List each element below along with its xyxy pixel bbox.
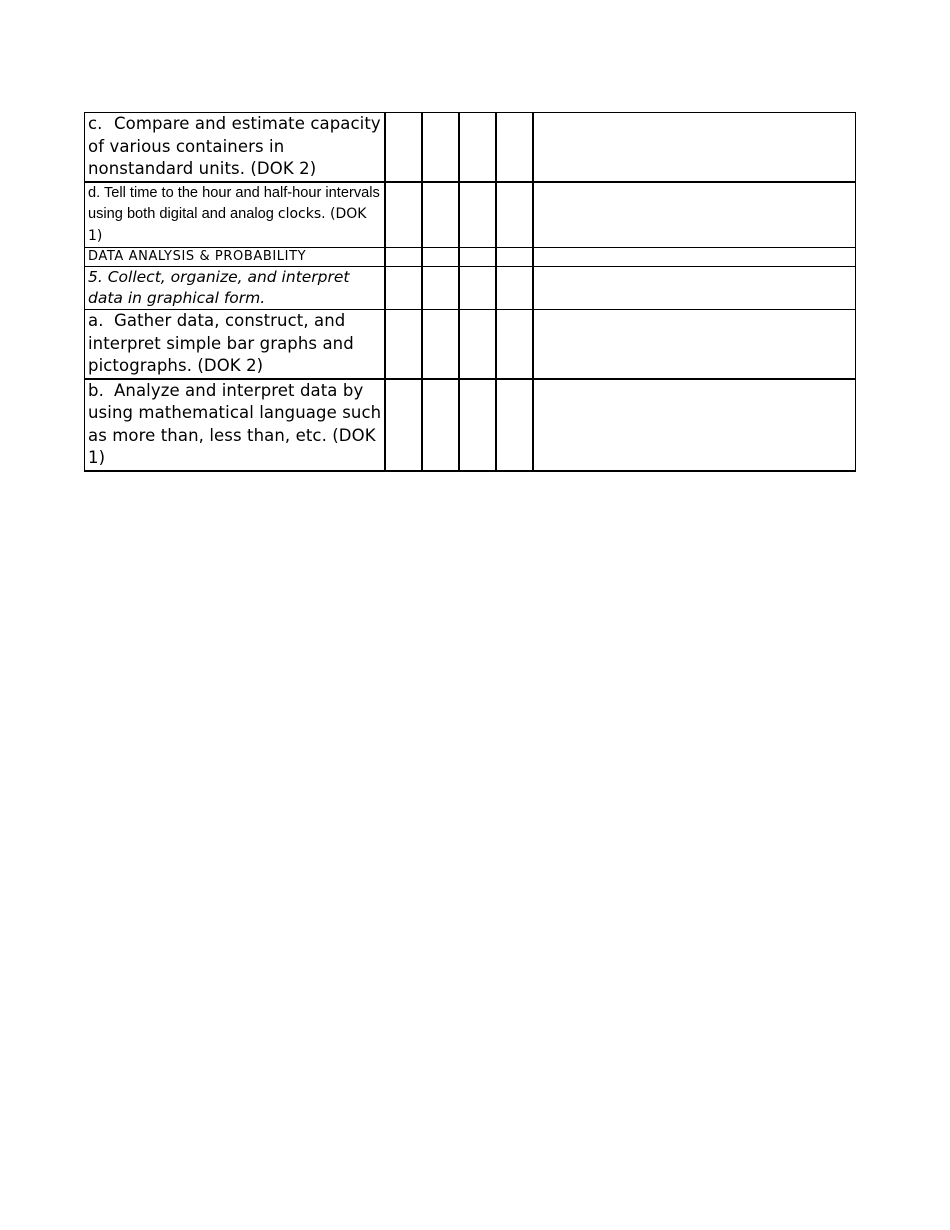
check-cell[interactable]	[385, 379, 422, 471]
standard-text: Gather data, construct, and interpret simple bar graphs and pictographs. (DOK 2)	[88, 311, 354, 375]
notes-cell[interactable]	[533, 248, 856, 267]
check-cell[interactable]	[459, 182, 496, 248]
table-row	[85, 182, 856, 248]
standards-table	[84, 112, 856, 472]
standard-text-cell	[85, 113, 385, 182]
standard-prefix: b.	[88, 380, 104, 400]
table-row	[85, 379, 856, 471]
check-cell[interactable]	[496, 267, 533, 310]
notes-cell[interactable]	[533, 267, 856, 310]
table-row	[85, 113, 856, 182]
check-cell[interactable]	[496, 310, 533, 379]
check-cell[interactable]	[385, 267, 422, 310]
notes-cell[interactable]	[533, 113, 856, 182]
check-cell[interactable]	[422, 113, 459, 182]
check-cell[interactable]	[422, 267, 459, 310]
standard-text: d. Tell time to the hour and half-hour intervals using both digital and analog	[88, 184, 380, 222]
standard-text-cell	[85, 182, 385, 248]
check-cell[interactable]	[459, 267, 496, 310]
check-cell[interactable]	[385, 113, 422, 182]
standard-text-tail: clocks. (DOK 1)	[88, 206, 367, 244]
check-cell[interactable]	[422, 310, 459, 379]
table-row	[85, 310, 856, 379]
check-cell[interactable]	[496, 113, 533, 182]
standard-prefix: c.	[88, 114, 103, 133]
table-row	[85, 248, 856, 267]
section-heading: DATA ANALYSIS & PROBABILITY	[88, 249, 307, 264]
check-cell[interactable]	[459, 379, 496, 471]
check-cell[interactable]	[385, 248, 422, 267]
check-cell[interactable]	[459, 113, 496, 182]
check-cell[interactable]	[422, 248, 459, 267]
standard-text: Analyze and interpret data by using mathematical language such as more than, less than, etc. (DOK 1)	[88, 380, 382, 467]
check-cell[interactable]	[422, 182, 459, 248]
standard-text-cell	[85, 310, 385, 379]
check-cell[interactable]	[459, 310, 496, 379]
check-cell[interactable]	[496, 248, 533, 267]
notes-cell[interactable]	[533, 379, 856, 471]
standard-text-cell	[85, 379, 385, 471]
section-heading-cell	[85, 248, 385, 267]
notes-cell[interactable]	[533, 310, 856, 379]
check-cell[interactable]	[385, 310, 422, 379]
table-row	[85, 267, 856, 310]
standard-text-cell	[85, 267, 385, 310]
standard-prefix: a.	[88, 311, 104, 330]
standard-goal-text: 5. Collect, organize, and interpret data in graphical form.	[88, 268, 350, 307]
check-cell[interactable]	[422, 379, 459, 471]
check-cell[interactable]	[385, 182, 422, 248]
notes-cell[interactable]	[533, 182, 856, 248]
check-cell[interactable]	[496, 182, 533, 248]
standard-text: Compare and estimate capacity of various containers in nonstandard units. (DOK 2)	[88, 114, 381, 178]
check-cell[interactable]	[496, 379, 533, 471]
check-cell[interactable]	[459, 248, 496, 267]
